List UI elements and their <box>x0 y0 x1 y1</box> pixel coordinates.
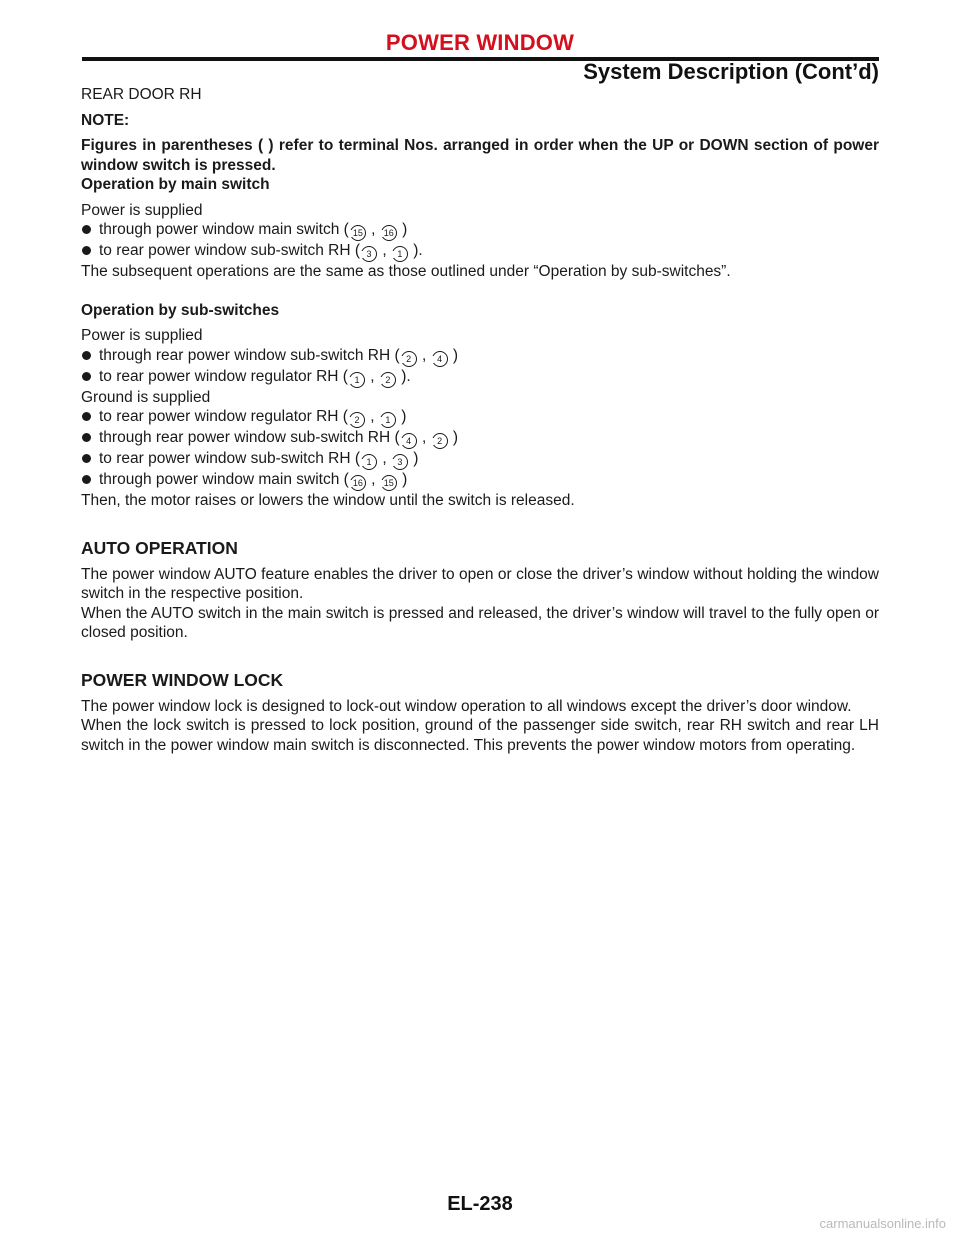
note-text: Figures in parentheses ( ) refer to terminal Nos. arranged in order when the UP or DOWN section of power window switch is pressed. <box>81 137 879 174</box>
page-number: EL-238 <box>447 1193 513 1215</box>
terminal-badge: 4 <box>401 433 417 449</box>
sub-power-bullet-2: to rear power window regulator RH ( 1 , 2 ). <box>81 367 879 388</box>
terminal-badge: 16 <box>381 225 397 241</box>
terminal-badge: 1 <box>392 246 408 262</box>
sub-ground-bullet-4: through power window main switch ( 16 , 15 ) <box>81 470 879 491</box>
auto-operation-p1: The power window AUTO feature enables the driver to open or close the driver’s window without holding the window switch in the respective position. <box>81 565 879 602</box>
window-lock-p2: When the lock switch is pressed to lock position, ground of the passenger side switch, rear RH switch and rear LH switch in the power window main switch is disconnected. This prevents the power window motors from operating. <box>81 717 879 754</box>
terminal-badge: 1 <box>349 372 365 388</box>
terminal-badge: 15 <box>381 475 397 491</box>
sub-switch-heading: Operation by sub-switches <box>81 301 280 319</box>
page-subtitle: System Description (Cont’d) <box>583 59 879 84</box>
note-label: NOTE: <box>81 111 130 129</box>
terminal-badge: 16 <box>350 475 366 491</box>
terminal-badge: 3 <box>361 246 377 262</box>
sub-switch-outro: Then, the motor raises or lowers the window until the switch is released. <box>81 492 575 509</box>
sub-ground-bullet-1: to rear power window regulator RH ( 2 , 1 ) <box>81 407 879 428</box>
terminal-badge: 1 <box>361 454 377 470</box>
main-bullet-2: to rear power window sub-switch RH ( 3 , 1 ). <box>81 241 879 262</box>
watermark: carmanualsonline.info <box>819 1216 946 1231</box>
terminal-badge: 2 <box>380 372 396 388</box>
sub-ground-intro: Ground is supplied <box>81 388 211 406</box>
sub-ground-bullet-3: to rear power window sub-switch RH ( 1 , 3 ) <box>81 449 879 470</box>
section-title: POWER WINDOW <box>385 30 575 55</box>
sub-power-intro: Power is supplied <box>81 327 203 344</box>
auto-operation-heading: AUTO OPERATION <box>81 537 238 558</box>
main-bullet-1: through power window main switch ( 15 , 16 ) <box>81 220 879 241</box>
terminal-badge: 2 <box>349 412 365 428</box>
window-lock-p1: The power window lock is designed to lock-out window operation to all windows except the driver’s door window. <box>81 697 852 715</box>
main-power-intro: Power is supplied <box>81 201 203 219</box>
main-switch-heading: Operation by main switch <box>81 176 270 193</box>
terminal-badge: 2 <box>432 433 448 449</box>
terminal-badge: 4 <box>432 351 448 367</box>
auto-operation-p2: When the AUTO switch in the main switch is pressed and released, the driver’s window will travel to the fully open or closed position. <box>81 604 879 641</box>
terminal-badge: 15 <box>350 225 366 241</box>
sub-power-bullet-1: through rear power window sub-switch RH ( 2 , 4 ) <box>81 346 879 367</box>
sub-ground-bullet-2: through rear power window sub-switch RH ( 4 , 2 ) <box>81 428 879 449</box>
terminal-badge: 3 <box>392 454 408 470</box>
rear-door-title: REAR DOOR RH <box>81 86 202 103</box>
window-lock-heading: POWER WINDOW LOCK <box>81 669 284 690</box>
main-switch-outro: The subsequent operations are the same as those outlined under “Operation by sub-switches”. <box>81 263 731 280</box>
document-body <box>81 85 879 755</box>
terminal-badge: 1 <box>380 412 396 428</box>
terminal-badge: 2 <box>401 351 417 367</box>
